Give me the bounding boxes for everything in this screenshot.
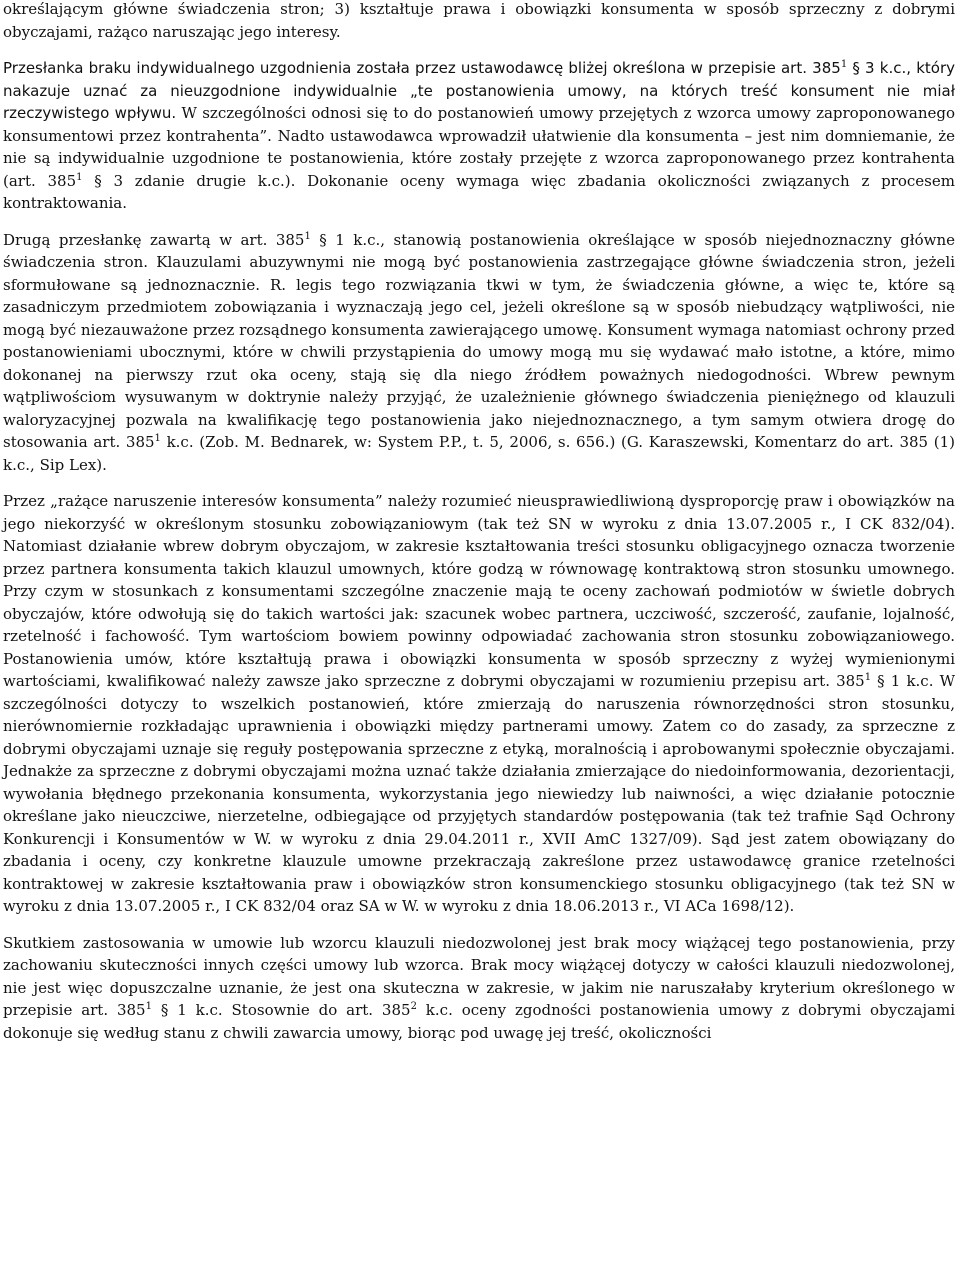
text-run: Skutkiem zastosowania w umowie lub wzorcu klauzuli niedozwolonej jest brak mocy wiążącej tego postanowienia, przy zachowaniu skuteczności innych części umowy lub wzorca. Brak mocy wiążącej dotyczy w całości klauzuli niedozwolonej, nie jest więc dopuszczalne uznanie, że jest ona skuteczna w zakresie, w jakim nie naruszałaby kryterium określonego w przepisie art. 385 bbox=[3, 933, 955, 1019]
document-page bbox=[3, 0, 955, 1058]
text-run: Drugą przesłankę zawartą w art. 385 bbox=[3, 230, 305, 249]
text-run: k.c. oceny zgodności postanowienia umowy z dobrymi obyczajami dokonuje się według stanu z chwili zawarcia umowy, biorąc pod uwagę jej treść, okoliczności bbox=[3, 1001, 956, 1042]
superscript: 1 bbox=[76, 171, 83, 183]
paragraph-1 bbox=[3, 0, 955, 43]
superscript: 1 bbox=[864, 672, 872, 683]
text-run: Przez „rażące naruszenie interesów konsumenta” należy rozumieć nieusprawiedliwioną dysproporcję praw i obowiązków na jego niekorzyść w określonym stosunku zobowiązaniowym (tak też SN w wyroku z dnia 13.07.2005 r., I CK 832/04). Natomiast działanie wbrew dobrym obyczajom, w zakresie kształtowania treści stosunku obligacyjnego oznacza tworzenie przez partnera konsumenta takich klauzul umownych, które godzą w równowagę kontraktową stron stosunku umownego. Przy czym w stosunkach z konsumentami szczególne znaczenie mają te oceny zachowań podmiotów w świetle dobrych obyczajów, które odwołują się do takich wartości jak: szacunek wobec partnera, uczciwość, szczerość, zaufanie, lojalność, rzetelność i fachowość. Tym wartościom bowiem powinny odpowiadać zachowania stron stosunku zobowiązaniowego. Postanowienia umów, które kształtują prawa i obowiązki konsumenta w sposób sprzeczny z wyżej wymienionymi wartościami, kwalifikować należy zawsze jako sprzeczne z dobrymi obyczajami w rozumieniu przepisu art. 385 bbox=[3, 492, 955, 690]
text-run: § 3 zdanie drugie k.c.). Dokonanie oceny wymaga więc zbadania okoliczności związanych z procesem kontraktowania. bbox=[3, 171, 955, 212]
paragraph-5 bbox=[3, 932, 955, 1045]
paragraph-2 bbox=[3, 57, 955, 215]
paragraph-3 bbox=[3, 229, 955, 477]
paragraph-4 bbox=[3, 490, 955, 918]
superscript: 1 bbox=[304, 230, 311, 242]
text-run: § 1 k.c. Stosownie do art. 385 bbox=[151, 1001, 411, 1019]
text-run: Przesłanka braku indywidualnego uzgodnienia została przez ustawodawcę bliżej określona w przepisie art. 385 bbox=[3, 59, 841, 77]
superscript: 1 bbox=[154, 433, 161, 444]
text-run: W szczególności odnosi się to do postanowień umowy przejętych z wzorca umowy zaproponowanego konsumentowi przez kontrahenta”. Nadto ustawodawca wprowadził ułatwienie dla konsumenta – jest nim domniemanie, że nie są indywidualnie uzgodnione te postanowienia, które zostały przejęte z wzorca zaproponowanego przez kontrahenta (art. 385 bbox=[3, 104, 955, 190]
text-run: § 1 k.c., stanowią postanowienia określające w sposób niejednoznaczny główne świadczenia stron. Klauzulami abuzywnymi nie mogą być postanowienia zastrzegające główne świadczenia stron, jeżeli sformułowane są jednoznacznie. R. legis tego rozwiązania tkwi w tym, że świadczenia główne, a więc te, które są zasadniczym przedmiotem zobowiązania i wyznaczają jego cel, jeżeli określone są w sposób niebudzący wątpliwości, nie mogą być niezauważone przez rozsądnego konsumenta zawierającego umowę. Konsument wymaga natomiast ochrony przed postanowieniami ubocznymi, które w chwili przystąpienia do umowy mogą mu się wydawać mało istotne, a które, mimo dokonanej na pierwszy rzut oka oceny, stają się dla niego źródłem poważnych niedogodności. Wbrew pewnym wątpliwościom wysuwanym w doktrynie należy przyjąć, że uzależnienie głównego świadczenia pieniężnego od klauzuli waloryzacyjnej pozwala na kwalifikację tego postanowienia jako niejednoznacznego, a tym samym otwiera drogę do stosowania art. 385 bbox=[3, 230, 955, 451]
text-run: k.c. (Zob. M. Bednarek, w: System P.P., t. 5, 2006, s. 656.) (G. Karaszewski, Komentarz do art. 385 (1) k.c., Sip Lex). bbox=[3, 433, 955, 474]
superscript: 2 bbox=[410, 1001, 417, 1012]
text-run: § 1 k.c. W szczególności dotyczy to wszelkich postanowień, które zmierzają do naruszenia równorzędności stron stosunku, nierównomiernie rozkładając uprawnienia i obowiązki między partnerami umowy. Zatem co do zasady, za sprzeczne z dobrymi obyczajami uznaje się reguły postępowania sprzeczne z etyką, moralnością i aprobowanymi społecznie obyczajami. Jednakże za sprzeczne z dobrymi obyczajami można uznać także działania zmierzające do niedoinformowania, dezorientacji, wywołania błędnego przekonania konsumenta, wykorzystania jego niewiedzy lub naiwności, a więc działanie potocznie określane jako nieuczciwe, nierzetelne, odbiegające od przyjętych standardów postępowania (tak też trafnie Sąd Ochrony Konkurencji i Konsumentów w W. w wyroku z dnia 29.04.2011 r., XVII AmC 1327/09). Sąd jest zatem obowiązany do zbadania i oceny, czy konkretne klauzule umowne przekraczają zakreślone przez ustawodawcę granice rzetelności kontraktowej w zakresie kształtowania praw i obowiązków stron konsumenckiego stosunku obligacyjnego (tak też SN w wyroku z dnia 13.07.2005 r., I CK 832/04 oraz SA w W. w wyroku z dnia 18.06.2013 r., VI ACa 1698/12). bbox=[3, 672, 956, 915]
text-run: określającym główne świadczenia stron; 3) kształtuje prawa i obowiązki konsumenta w sposób sprzeczny z dobrymi obyczajami, rażąco naruszając jego interesy. bbox=[3, 0, 955, 41]
text-run: § 3 k.c., który nakazuje uznać za nieuzgodnione indywidualnie „te postanowienia umowy, na których treść konsument nie miał rzeczywistego wpływu. bbox=[3, 59, 955, 122]
superscript: 1 bbox=[840, 59, 848, 70]
superscript: 1 bbox=[145, 1001, 152, 1012]
